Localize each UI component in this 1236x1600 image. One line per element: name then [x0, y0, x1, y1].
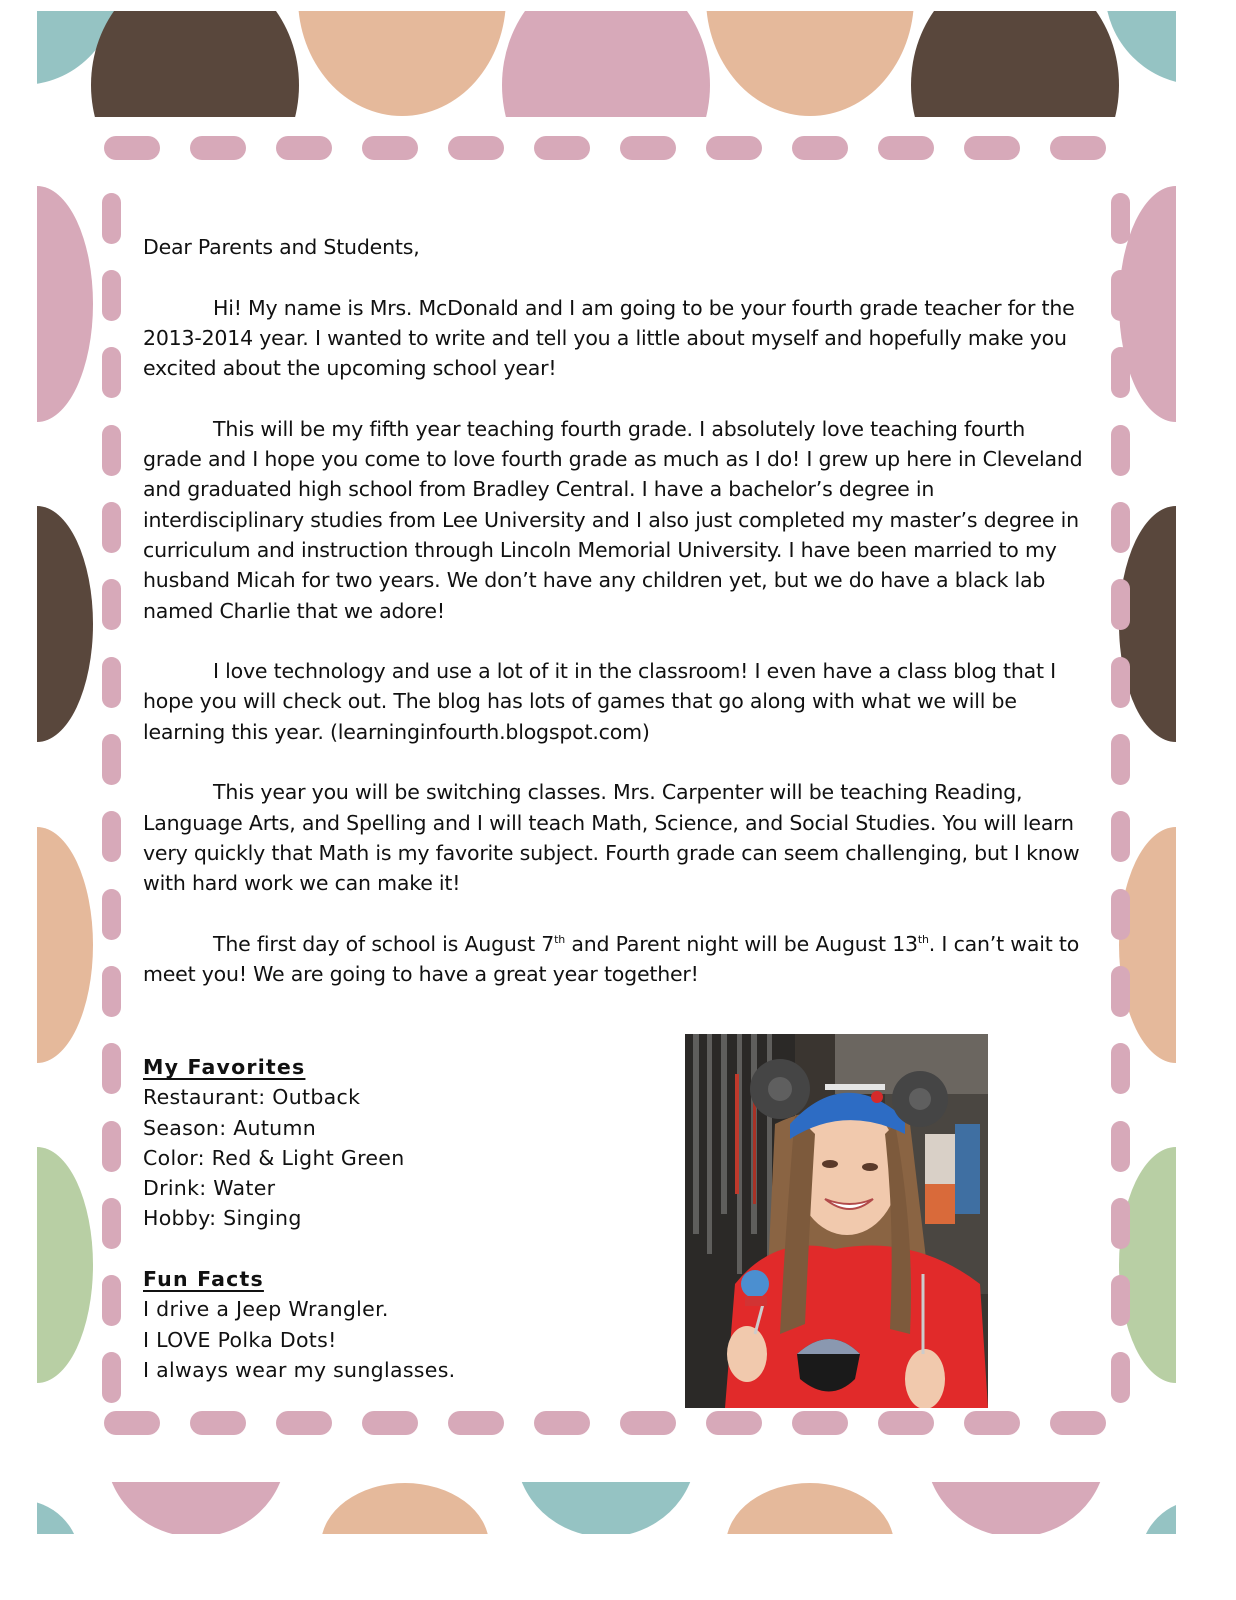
favorite-item: Restaurant: Outback [143, 1085, 361, 1110]
left-dot-column [0, 186, 93, 1383]
paragraph-classes: This year you will be switching classes. Mrs. Carpenter will be teaching Reading, Language Arts, and Spelling and I will teach Math, Science, and Social Studies. You will learn very quickly that Math is my favorite subject. Fourth grade can seem challenging, but I know with hard work we can make it! [143, 780, 1080, 896]
favorite-item: Color: Red & Light Green [143, 1145, 405, 1170]
teacher-photo [685, 1034, 988, 1408]
teacher-photo-illustration [685, 1034, 988, 1408]
paragraph-background: This will be my fifth year teaching fourth grade. I absolutely love teaching fourth grade and I hope you come to love fourth grade as much as I do! I grew up here in Cleveland and graduated high school from Bradley Central. I have a bachelor’s degree in interdisciplinary studies from Lee University and I also just completed my master’s degree in curriculum and instruction through Lincoln Memorial University. I have been married to my husband Micah for two years. We don’t have any children yet, but we do have a black lab named Charlie that we adore! [143, 416, 1083, 623]
favorites-heading: My Favorites [143, 1055, 306, 1079]
letter-greeting: Dear Parents and Students, [143, 235, 420, 259]
fun-facts-heading: Fun Facts [143, 1267, 264, 1292]
fun-fact-item: I drive a Jeep Wrangler. [143, 1297, 389, 1322]
top-dot-row [0, 0, 1236, 203]
paragraph-technology: I love technology and use a lot of it in the classroom! I even have a class blog that I hope you will check out. The blog has lots of games that go along with what we will be learning this year. (learninginfourth.blogspot.com) [143, 659, 1057, 744]
favorites-section [143, 1052, 643, 1234]
fun-fact-item: I LOVE Polka Dots! [143, 1327, 337, 1352]
fun-facts-section [143, 1264, 643, 1385]
right-dash-line [1111, 193, 1130, 1403]
paragraph-dates: The first day of school is August 7th and Parent night will be August 13th. I can’t wait to meet you! We are going to have a great year together! [143, 931, 1080, 987]
top-dash-line [104, 136, 1106, 160]
bottom-dash-line [104, 1411, 1106, 1435]
right-dot-column [1119, 186, 1233, 1383]
side-lists [143, 1052, 643, 1385]
favorite-item: Hobby: Singing [143, 1206, 302, 1231]
favorite-item: Drink: Water [143, 1176, 276, 1201]
fun-fact-item: I always wear my sunglasses. [143, 1357, 456, 1382]
bottom-dot-row [0, 1367, 1236, 1600]
paragraph-intro: Hi! My name is Mrs. McDonald and I am going to be your fourth grade teacher for the 2013-2014 year. I wanted to write and tell you a little about myself and hopefully make you excited about the upcoming school year! [143, 295, 1075, 381]
letter-body [143, 232, 1083, 1020]
favorite-item: Season: Autumn [143, 1115, 317, 1140]
left-dash-line [102, 193, 121, 1403]
